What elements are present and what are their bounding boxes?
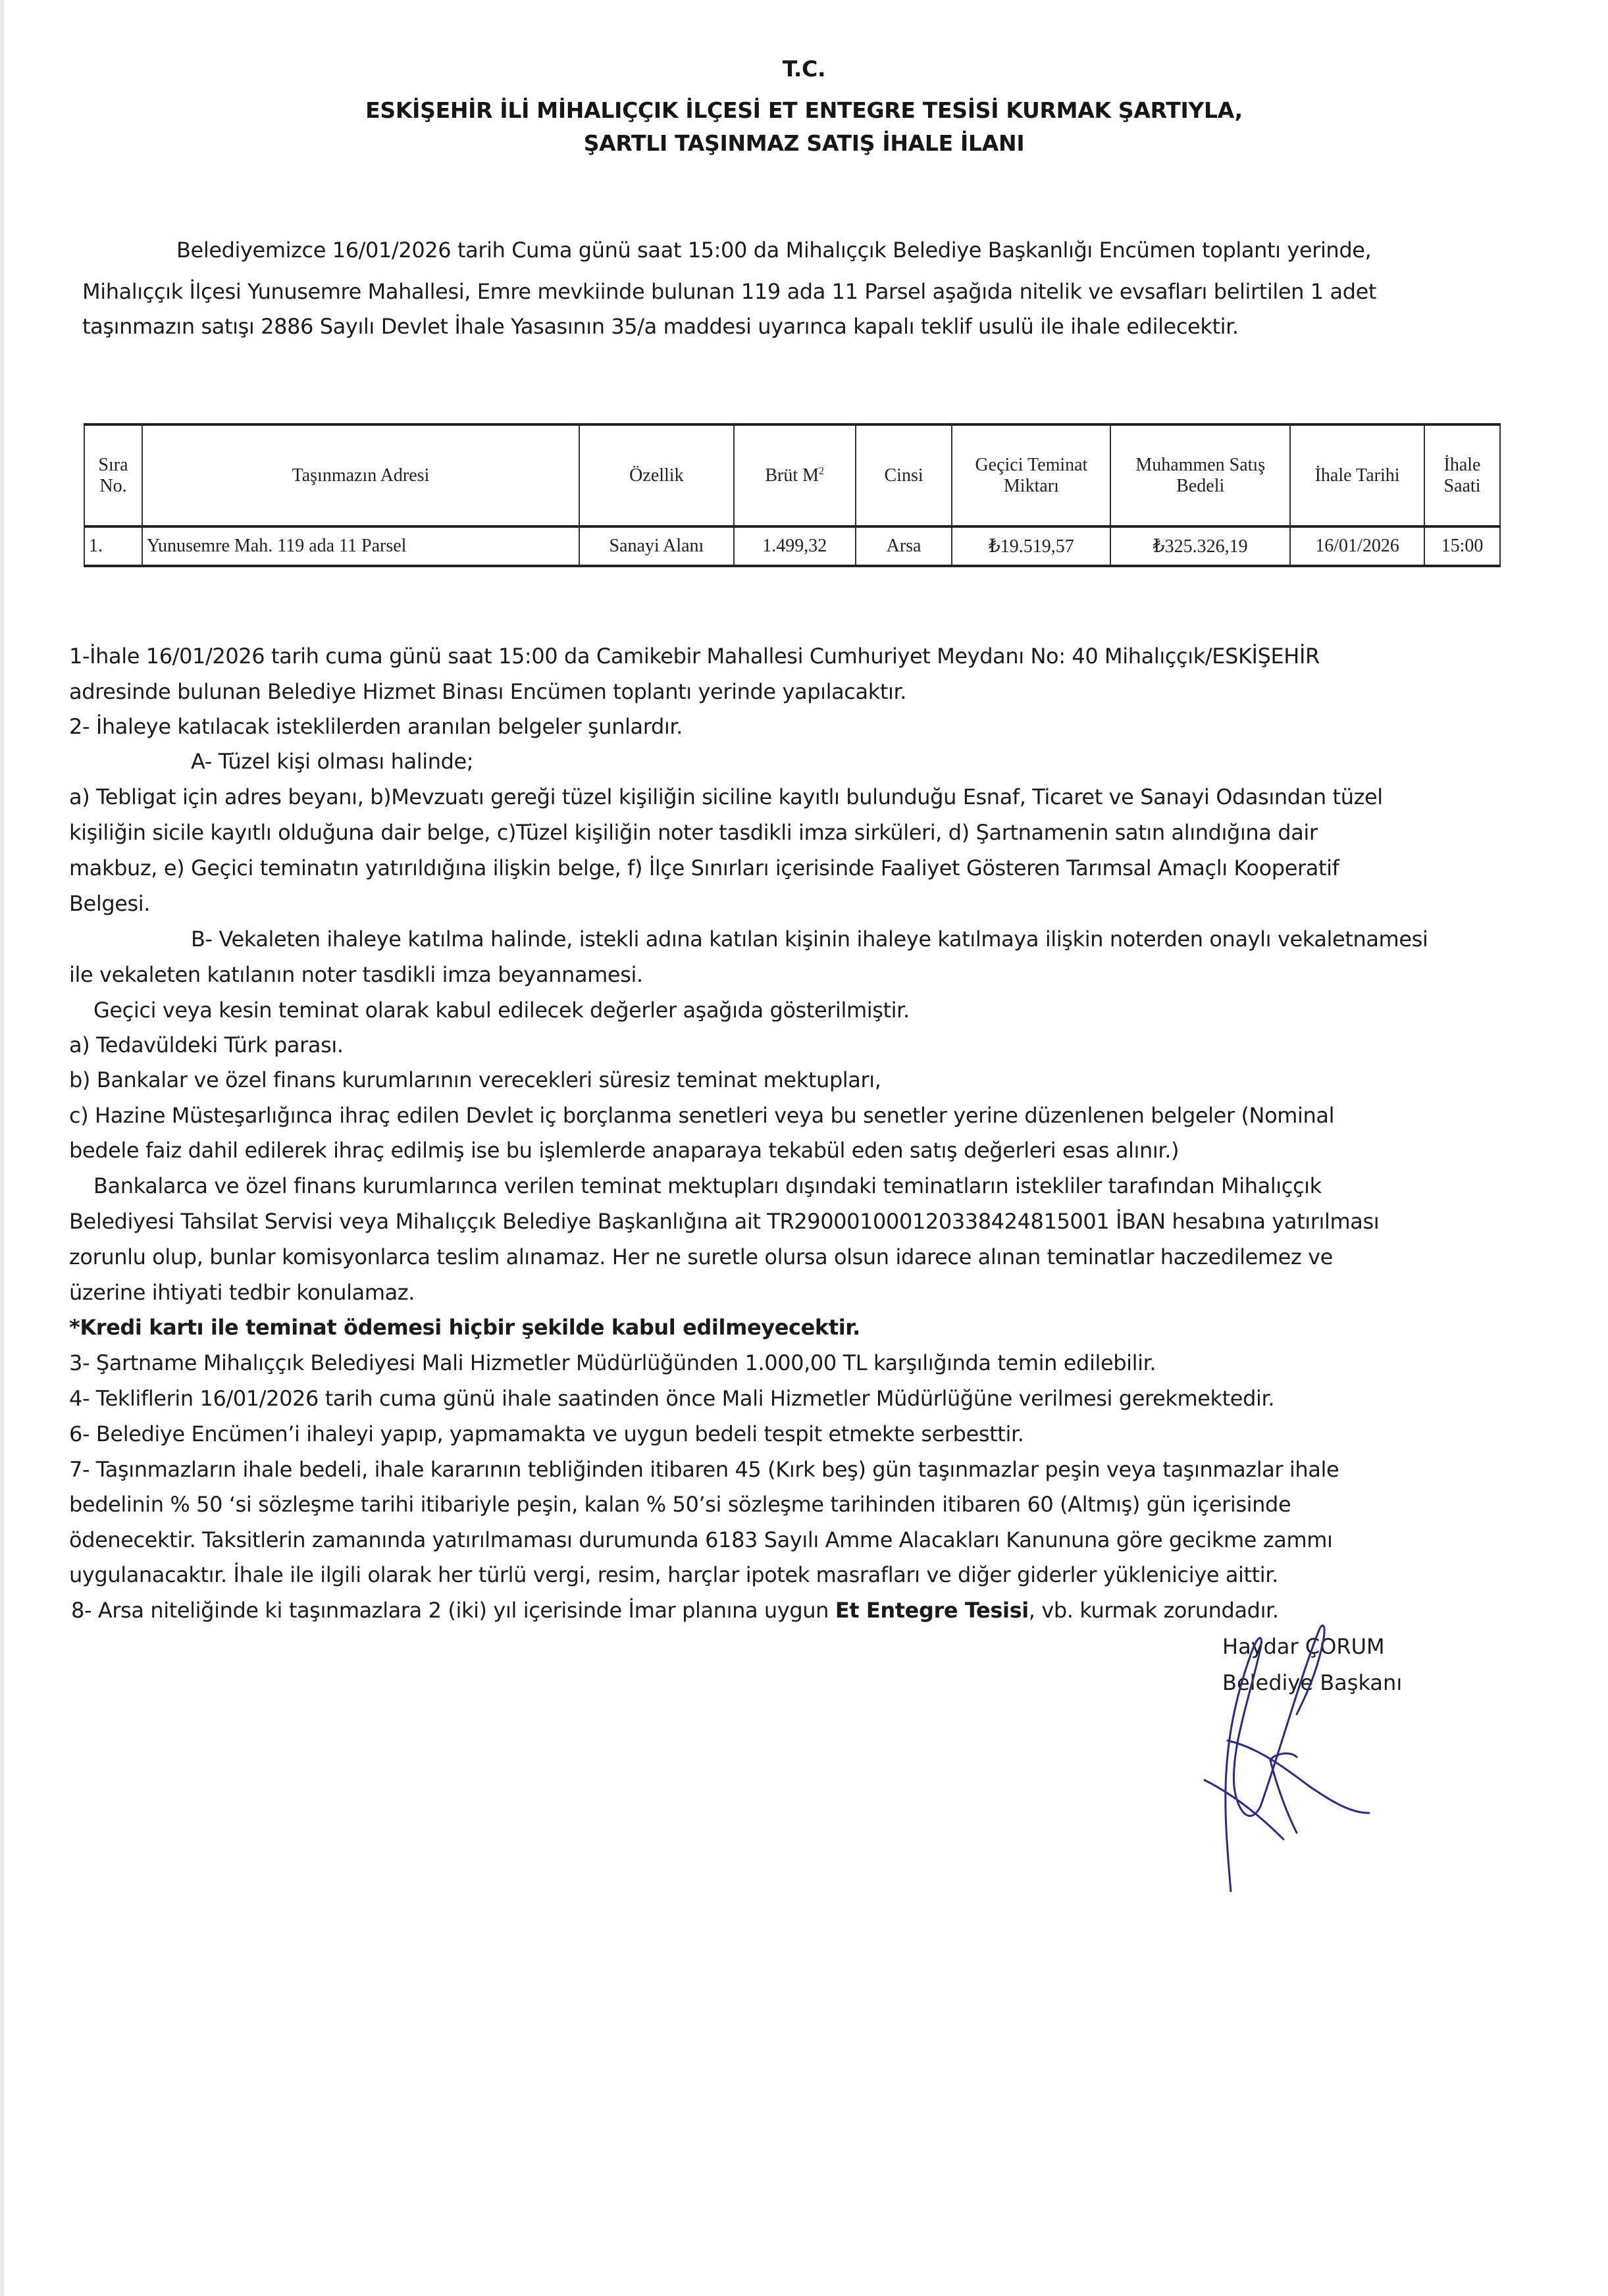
signatory-name: Haydar ÇORUM — [1222, 1634, 1385, 1659]
col-header-teminat: Geçici Teminat Miktarı — [952, 424, 1110, 526]
body-line: ödenecektir. Taksitlerin zamanında yatırılmaması durumunda 6183 Sayılı Amme Alacakları Kanununa göre gecikme zammı — [69, 1527, 1333, 1552]
body-line: 3- Şartname Mihalıççık Belediyesi Mali Hizmetler Müdürlüğünden 1.000,00 TL karşılığında temin edilebilir. — [69, 1350, 1156, 1375]
scan-page-edge — [0, 0, 4, 2296]
body-line: c) Hazine Müsteşarlığınca ihraç edilen Devlet iç borçlanma senetleri veya bu senetler yerine düzenlenen belgeler (Nominal — [69, 1103, 1335, 1128]
col-header-saat: İhale Saati — [1424, 424, 1500, 526]
property-table — [84, 423, 1501, 567]
cell-cinsi: Arsa — [856, 526, 952, 566]
body-line: 2- İhaleye katılacak isteklilerden aranılan belgeler şunlardır. — [69, 714, 683, 739]
body-line: Belediyesi Tahsilat Servisi veya Mihalıççık Belediye Başkanlığına ait TR290001000120338424815001 İBAN hesabına yatırılması — [69, 1209, 1380, 1234]
cell-adres: Yunusemre Mah. 119 ada 11 Parsel — [142, 526, 579, 566]
body-line: 4- Tekliflerin 16/01/2026 tarih cuma günü ihale saatinden önce Mali Hizmetler Müdürlüğüne verilmesi gerekmektedir. — [69, 1386, 1275, 1411]
body-line: kişiliğin sicile kayıtlı olduğuna dair belge, c)Tüzel kişiliğin noter tasdikli imza sirküleri, d) Şartnamenin satın alındığına dair — [69, 820, 1318, 845]
col-header-ozellik: Özellik — [579, 424, 734, 526]
body-line: a) Tebligat için adres beyanı, b)Mevzuatı gereği tüzel kişiliğin siciline kayıtlı bulunduğu Esnaf, Ticaret ve Sanayi Odasından tüzel — [69, 784, 1383, 809]
body-line: uygulanacaktır. İhale ile ilgili olarak her türlü vergi, resim, harçlar ipotek masrafları ve diğer giderler yükleniciye aittir. — [69, 1562, 1278, 1587]
body-line: Bankalarca ve özel finans kurumlarınca verilen teminat mektupları dışındaki teminatların istekliler tarafından Mihalıççık — [93, 1173, 1322, 1198]
body-line: B- Vekaleten ihaleye katılma halinde, istekli adına katılan kişinin ihaleye katılmaya ilişkin noterden onaylı vekaletnamesi — [191, 927, 1428, 952]
col-header-sira: Sıra No. — [84, 424, 142, 526]
cell-saat: 15:00 — [1424, 526, 1500, 566]
col-header-tarih: İhale Tarihi — [1290, 424, 1424, 526]
handwritten-signature-icon — [1178, 1616, 1415, 1892]
body-line: a) Tedavüldeki Türk parası. — [69, 1033, 344, 1058]
header-title-line2: ŞARTLI TAŞINMAZ SATIŞ İHALE İLANI — [583, 130, 1025, 156]
intro-line: Belediyemizce 16/01/2026 tarih Cuma günü saat 15:00 da Mihalıççık Belediye Başkanlığı Encümen toplantı yerinde, — [176, 238, 1372, 263]
header-tc: T.C. — [782, 56, 826, 82]
body-line: b) Bankalar ve özel finans kurumlarının verecekleri süresiz teminat mektupları, — [69, 1067, 881, 1092]
body-line: A- Tüzel kişi olması halinde; — [191, 749, 474, 774]
col-header-adres: Taşınmazın Adresi — [142, 424, 579, 526]
body-line: 6- Belediye Encümen’i ihaleyi yapıp, yapmamakta ve uygun bedeli tespit etmekte serbesttir. — [69, 1421, 1024, 1446]
table-header-row — [84, 424, 1500, 526]
body-line: zorunlu olup, bunlar komisyonlarca teslim alınamaz. Her ne suretle olursa olsun idarece alınan teminatlar haczedilemez ve — [69, 1244, 1333, 1269]
credit-card-warning: *Kredi kartı ile teminat ödemesi hiçbir şekilde kabul edilmeyecektir. — [69, 1315, 860, 1340]
body-line: 7- Taşınmazların ihale bedeli, ihale kararının tebliğinden itibaren 45 (Kırk beş) gün taşınmazlar peşin veya taşınmazlar ihale — [69, 1457, 1339, 1482]
body-line: bedelinin % 50 ‘si sözleşme tarihi itibariyle peşin, kalan % 50’si sözleşme tarihinden itibaren 60 (Altmış) gün içerisinde — [69, 1492, 1291, 1517]
body-line: üzerine ihtiyati tedbir konulamaz. — [69, 1280, 415, 1305]
intro-line: Mihalıççık İlçesi Yunusemre Mahallesi, Emre mevkiinde bulunan 119 ada 11 Parsel aşağıda nitelik ve evsafları belirtilen 1 adet — [82, 279, 1377, 304]
col-header-cinsi: Cinsi — [856, 424, 952, 526]
table-row — [84, 526, 1500, 566]
col-header-bedel: Muhammen Satış Bedeli — [1110, 424, 1290, 526]
body-line: Belgesi. — [69, 891, 151, 916]
body-line: bedele faiz dahil edilerek ihraç edilmiş ise bu işlemlerde anaparaya tekabül eden satış değerleri esas alınır.) — [69, 1138, 1180, 1163]
cell-brut: 1.499,32 — [734, 526, 856, 566]
col-header-brut: Brüt $M^2$ — [734, 424, 856, 526]
body-line: Geçici veya kesin teminat olarak kabul edilecek değerler aşağıda gösterilmiştir. — [93, 998, 910, 1023]
header-title-line1: ESKİŞEHİR İLİ MİHALIÇÇIK İLÇESİ ET ENTEGRE TESİSİ KURMAK ŞARTIYLA, — [365, 97, 1243, 123]
body-line: ile vekaleten katılanın noter tasdikli imza beyannamesi. — [69, 962, 643, 987]
cell-ozellik: Sanayi Alanı — [579, 526, 734, 566]
intro-line: taşınmazın satışı 2886 Sayılı Devlet İhale Yasasının 35/a maddesi uyarınca kapalı teklif usulü ile ihale edilecektir. — [82, 314, 1239, 339]
cell-bedel: ₺325.326,19 — [1110, 526, 1290, 566]
body-line: makbuz, e) Geçici teminatın yatırıldığına ilişkin belge, f) İlçe Sınırları içerisinde Faaliyet Gösteren Tarımsal Amaçlı Kooperatif — [69, 855, 1339, 880]
cell-tarih: 16/01/2026 — [1290, 526, 1424, 566]
signatory-title: Belediye Başkanı — [1222, 1670, 1403, 1695]
cell-sira: 1. — [84, 526, 142, 566]
body-line-8: 8- Arsa niteliğinde ki taşınmazlara 2 (iki) yıl içerisinde İmar planına uygun Et Entegre Tesisi, vb. kurmak zorundadır. — [71, 1598, 1279, 1623]
body-line: adresinde bulunan Belediye Hizmet Binası Encümen toplantı yerinde yapılacaktır. — [69, 679, 907, 704]
body-line: 1-İhale 16/01/2026 tarih cuma günü saat 15:00 da Camikebir Mahallesi Cumhuriyet Meydanı No: 40 Mihalıççık/ESKİŞEHİR — [69, 644, 1320, 669]
cell-teminat: ₺19.519,57 — [952, 526, 1110, 566]
